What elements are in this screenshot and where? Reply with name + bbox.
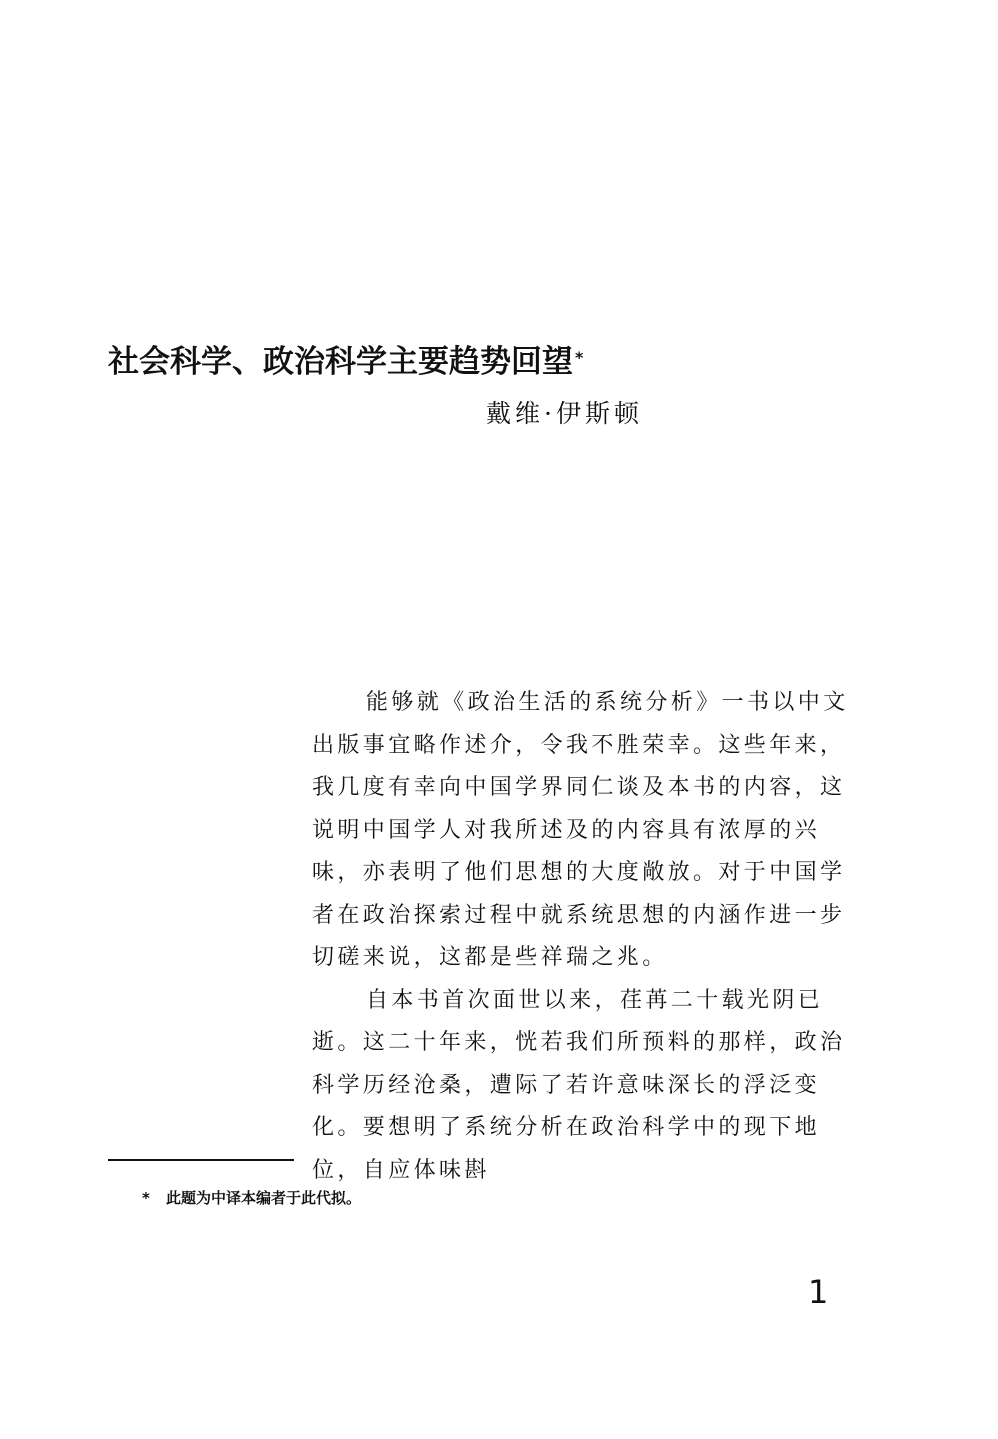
page-number: 1 bbox=[808, 1273, 829, 1311]
body-text bbox=[312, 682, 852, 1192]
author-name: 戴维·伊斯顿 bbox=[486, 399, 643, 428]
footnote bbox=[142, 1186, 361, 1210]
footnote-text: 此题为中译本编者于此代拟。 bbox=[166, 1189, 362, 1207]
article-title-text: 社会科学、政治科学主要趋势回望 bbox=[108, 344, 573, 380]
paragraph-1: 能够就《政治生活的系统分析》一书以中文出版事宜略作述介，令我不胜荣幸。这些年来，我几度有幸向中国学界同仁谈及本书的内容，这说明中国学人对我所述及的内容具有浓厚的兴味，亦表明了他们思想的大度敞放。对于中国学者在政治探索过程中就系统思想的内涵作进一步切磋来说，这都是些祥瑞之兆。 bbox=[312, 690, 849, 970]
footnote-reference-mark: * bbox=[575, 348, 584, 367]
article-title bbox=[108, 338, 583, 386]
footnote-divider bbox=[108, 1159, 294, 1161]
paragraph-2: 自本书首次面世以来，荏苒二十载光阴已逝。这二十年来，恍若我们所预料的那样，政治科学历经沧桑，遭际了若许意味深长的浮泛变化。要想明了系统分析在政治科学中的现下地位，自应体味斟 bbox=[312, 987, 846, 1183]
footnote-mark: * bbox=[142, 1189, 150, 1207]
